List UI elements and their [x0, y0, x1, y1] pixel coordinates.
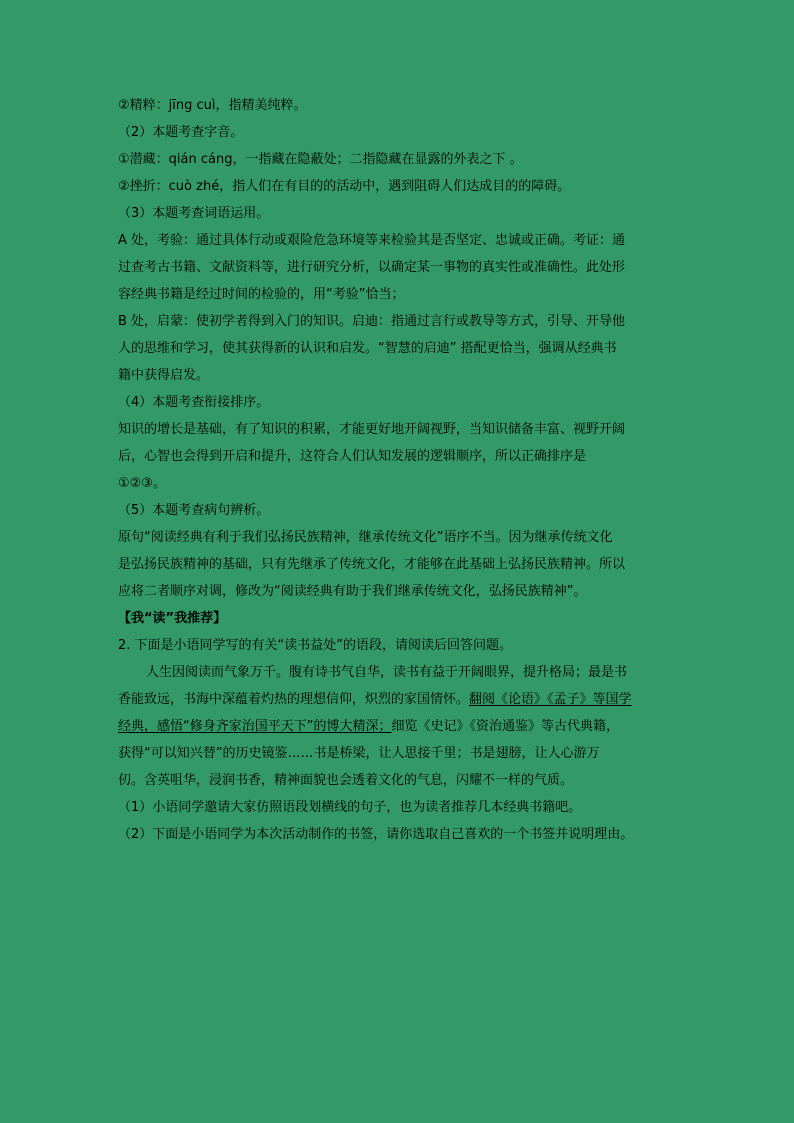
text-line: 过查考古书籍、文献资料等，进行研究分析，以确定某一事物的真实性或准确性。此处形 [118, 260, 626, 275]
section-heading: 【我“读”我推荐】 [118, 611, 227, 626]
text-line: （4）本题考查衔接排序。 [118, 395, 270, 410]
text-line: 原句“阅读经典有利于我们弘扬民族精神，继承传统文化”语序不当。因为继承传统文化 [118, 530, 613, 545]
text-line: 应将二者顺序对调，修改为“阅读经典有助于我们继承传统文化，弘扬民族精神”。 [118, 584, 587, 599]
text-line: ②挫折：cuò zhé，指人们在有目的的活动中，遇到阻碍人们达成目的的障碍。 [118, 179, 571, 194]
underlined-sentence: 翻阅《论语》《孟子》等国学 [469, 692, 632, 707]
text-line: （5）本题考查病句辨析。 [118, 503, 270, 518]
text-line: ①②③。 [118, 476, 166, 491]
passage-text: 细览《史记》《资治通鉴》等古代典籍， [391, 719, 619, 734]
text-line: ②精粹：jīng cuì，指精美纯粹。 [118, 98, 307, 113]
text-line: 是弘扬民族精神的基础，只有先继承了传统文化，才能够在此基础上弘扬民族精神。所以 [118, 557, 626, 572]
underlined-sentence: 经典，感悟“修身齐家治国平天下”的博大精深； [118, 719, 392, 734]
text-line: A 处，考验：通过具体行动或艰险危急环境等来检验其是否坚定、忠诚或正确。考证：通 [118, 233, 626, 248]
passage-line [118, 691, 632, 708]
question-line: （1）小语同学邀请大家仿照语段划横线的句子，也为读者推荐几本经典书籍吧。 [118, 800, 582, 815]
passage-line: 获得“可以知兴替”的历史镜鉴……书是桥梁，让人思接千里；书是翅膀，让人心游万 [118, 746, 600, 761]
text-line: 籍中获得启发。 [118, 368, 210, 383]
text-line: B 处，启蒙：使初学者得到入门的知识。启迪：指通过言行或教导等方式，引导、开导他 [118, 314, 626, 329]
text-line: 后，心智也会得到开启和提升，这符合人们认知发展的逻辑顺序，所以正确排序是 [118, 449, 587, 464]
passage-line: 人生因阅读而气象万千。腹有诗书气自华，读书有益于开阔眼界，提升格局；最是书 [146, 665, 628, 680]
passage-line [118, 718, 619, 735]
text-line: （3）本题考查词语运用。 [118, 206, 270, 221]
text-line: （2）本题考查字音。 [118, 125, 244, 140]
text-line: 容经典书籍是经过时间的检验的，用“考验”恰当； [118, 287, 405, 302]
question-line: （2）下面是小语同学为本次活动制作的书签，请你选取自己喜欢的一个书签并说明理由。 [118, 827, 634, 842]
text-line: 知识的增长是基础，有了知识的积累，才能更好地开阔视野，当知识储备丰富、视野开阔 [118, 422, 626, 437]
text-line: ①潜藏：qián cáng，一指藏在隐蔽处；二指隐藏在显露的外表之下 。 [118, 152, 523, 167]
passage-line: 仞。含英咀华，浸润书香，精神面貌也会透着文化的气息，闪耀不一样的气质。 [118, 773, 574, 788]
question-stem: 2. 下面是小语同学写的有关“读书益处”的语段，请阅读后回答问题。 [118, 638, 513, 653]
text-line: 人的思维和学习，使其获得新的认识和启发。“智慧的启迪” 搭配更恰当，强调从经典书 [118, 341, 617, 356]
passage-text: 香能致远，书海中深蕴着灼热的理想信仰，炽烈的家国情怀。 [118, 692, 470, 707]
